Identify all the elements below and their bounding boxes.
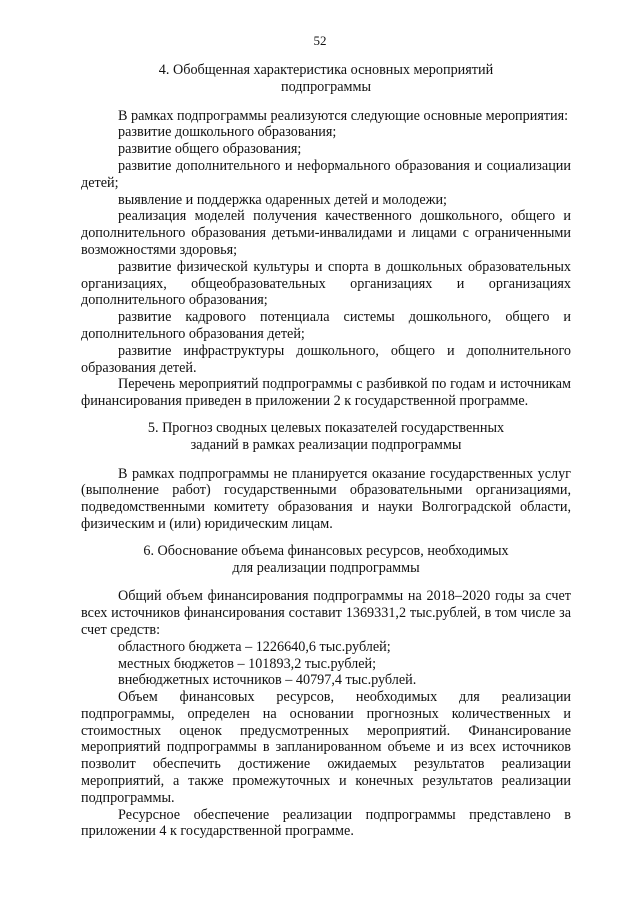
section-4 xyxy=(81,62,571,410)
list-item: развитие дошкольного образования; xyxy=(118,124,337,141)
page-number: 52 xyxy=(313,33,327,48)
section-6 xyxy=(81,543,571,841)
list-item: развитие общего образования; xyxy=(118,141,302,158)
list-item: реализация моделей получения качественного дошкольного, общего и дополнительного образования детьми-инвалидами и лицами с ограниченными возможностями здоровья; xyxy=(81,208,571,258)
paragraph: В рамках подпрограммы не планируется оказание государственных услуг (выполнение работ) государственными образовательными организациями, подведомственными комитету образования и науки Волгоградской области, физическим и (или) юридическим лицам. xyxy=(81,465,571,532)
list-item: развитие инфраструктуры дошкольного, общего и дополнительного образования детей. xyxy=(81,342,571,376)
paragraph: Перечень мероприятий подпрограммы с разбивкой по годам и источникам финансирования приведен в приложении 2 к государственной программе. xyxy=(81,376,571,410)
list-item: выявление и поддержка одаренных детей и молодежи; xyxy=(118,191,447,208)
section-5-heading-line-1: 5. Прогноз сводных целевых показателей государственных xyxy=(147,419,505,436)
list-item: областного бюджета – 1226640,6 тыс.рублей; xyxy=(118,638,391,655)
paragraph: Общий объем финансирования подпрограммы на 2018–2020 годы за счет всех источников финансирования составит 1369331,2 тыс.рублей, в том числе за счет средств: xyxy=(81,588,571,638)
section-5 xyxy=(81,420,571,533)
paragraph: Объем финансовых ресурсов, необходимых для реализации подпрограммы, определен на основании прогнозных количественных и стоимостных оценок предусмотренных мероприятий. Финансирование мероприятий подпрограммы в запланированном объеме и из всех источников позволит обеспечить достижение ожидаемых результатов реализации мероприятий, а также промежуточных и конечных результатов реализации подпрограммы. xyxy=(81,689,571,806)
page-content xyxy=(81,62,571,840)
section-5-heading-line-2: заданий в рамках реализации подпрограммы xyxy=(190,436,462,453)
list-item: развитие дополнительного и неформального образования и социализации детей; xyxy=(81,157,571,191)
paragraph: В рамках подпрограммы реализуются следующие основные мероприятия: xyxy=(118,107,569,124)
list-item: местных бюджетов – 101893,2 тыс.рублей; xyxy=(118,655,377,672)
list-item: развитие кадрового потенциала системы дошкольного, общего и дополнительного образования детей; xyxy=(81,309,571,342)
section-6-heading-line-1: 6. Обоснование объема финансовых ресурсов, необходимых xyxy=(143,542,509,559)
paragraph: Ресурсное обеспечение реализации подпрограммы представлено в приложении 4 к государственной программе. xyxy=(81,806,571,840)
section-4-heading-line-1: 4. Обобщенная характеристика основных мероприятий xyxy=(158,62,494,78)
list-item: развитие физической культуры и спорта в дошкольных образовательных организациях, общеобразовательных организациях и организациях дополнительного образования; xyxy=(81,258,571,309)
list-item: внебюджетных источников – 40797,4 тыс.рублей. xyxy=(118,672,417,689)
section-4-heading-line-2: подпрограммы xyxy=(281,78,371,95)
section-6-heading-line-2: для реализации подпрограммы xyxy=(232,559,420,576)
